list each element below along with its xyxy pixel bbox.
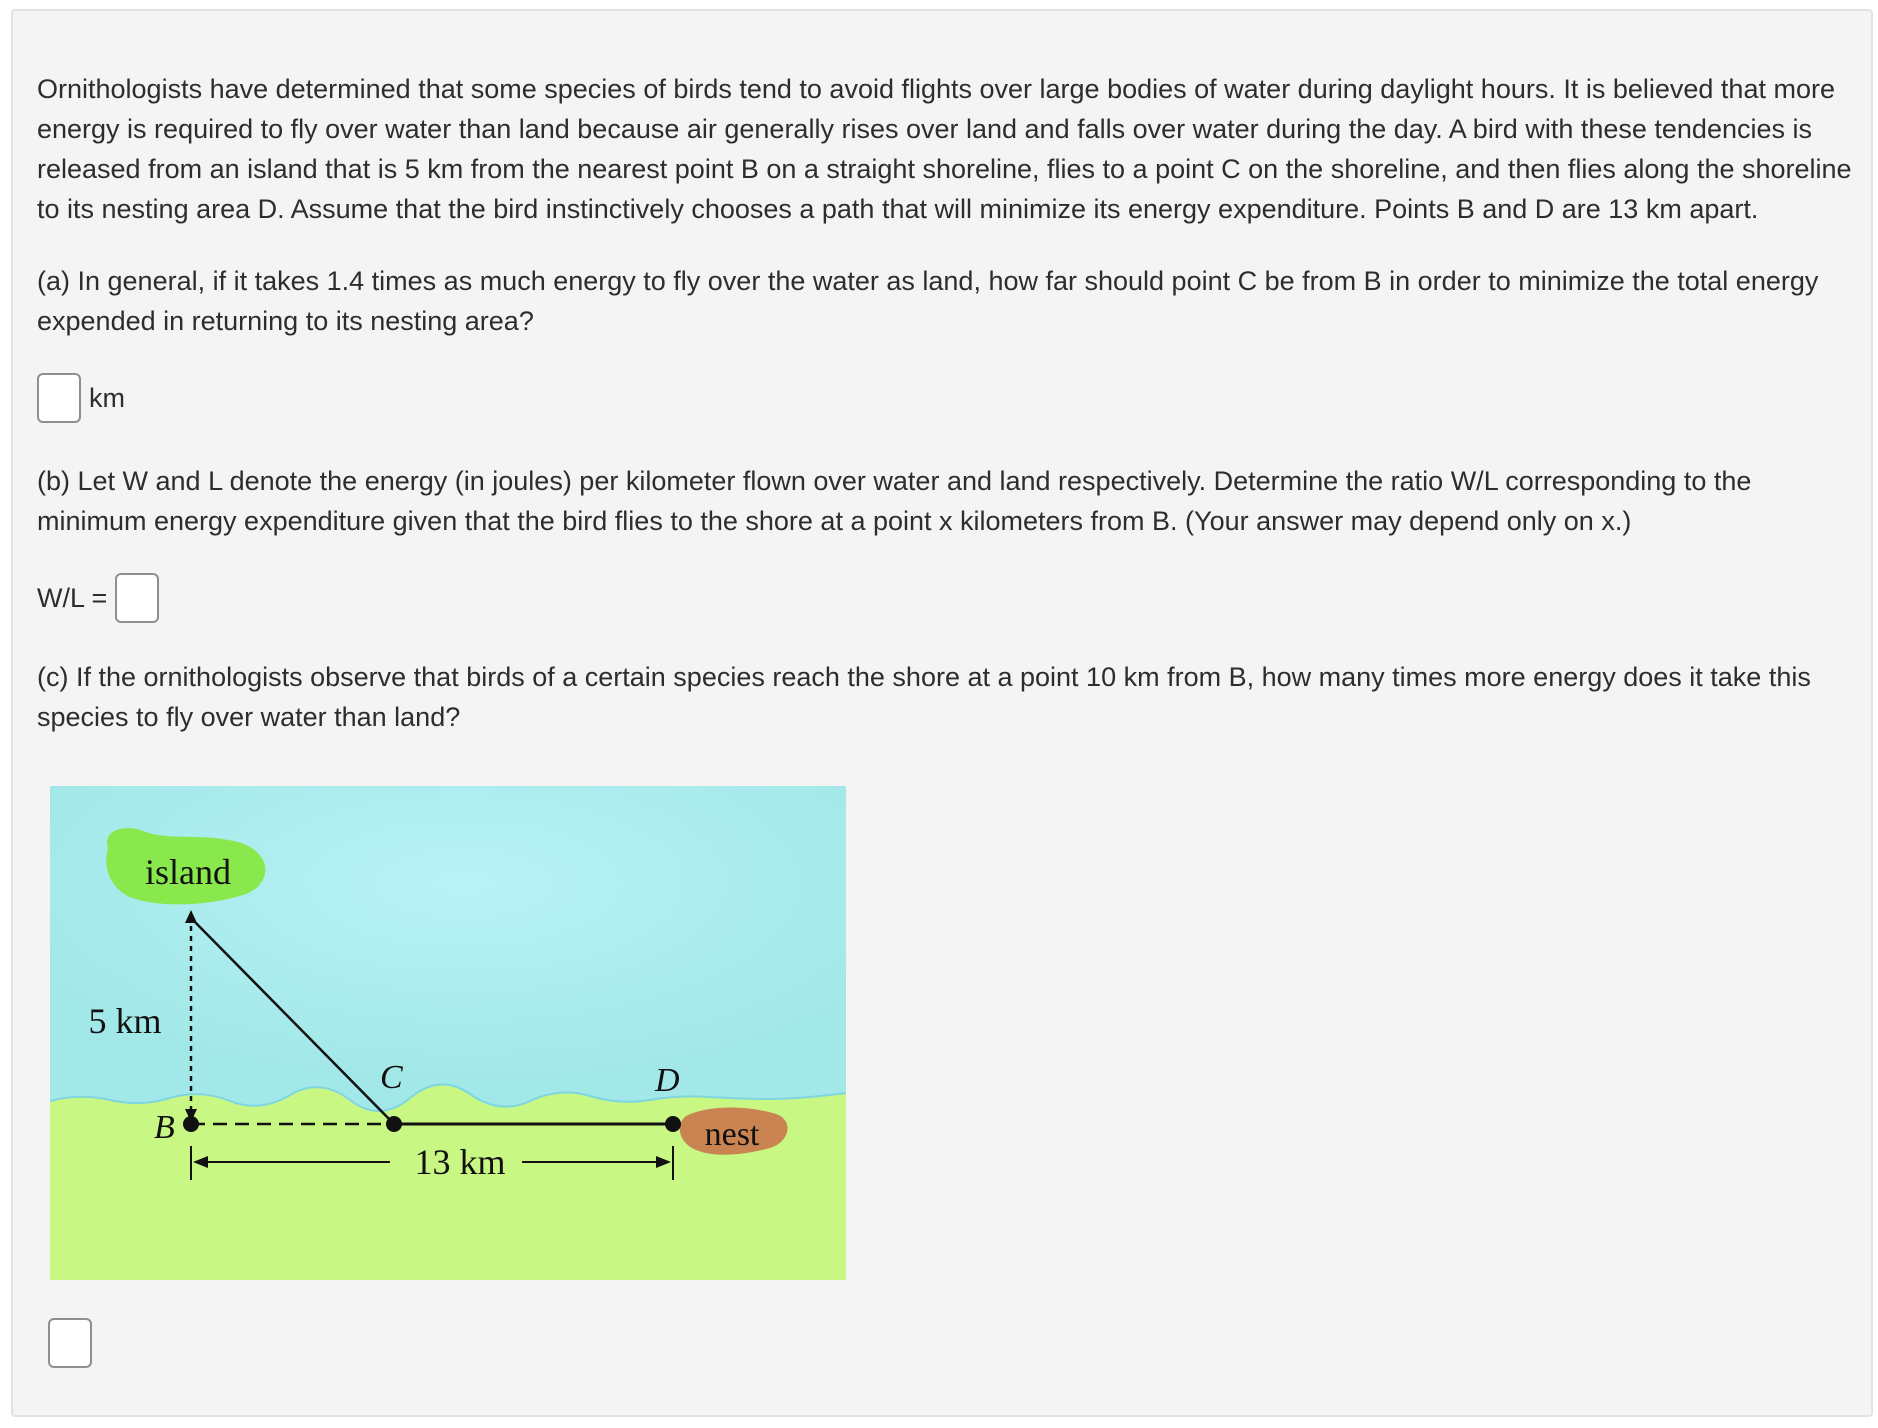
water-area [50,786,846,1111]
part-a-question: (a) In general, if it takes 1.4 times as much energy to fly over the water as land, how far should point C be from B in order to minimize the total energy expended in returning to its nesting area? [37,266,1819,336]
point-c-dot [386,1116,402,1132]
part-a-answer-row [37,373,1855,423]
part-b-question: (b) Let W and L denote the energy (in joules) per kilometer flown over water and land respectively. Determine the ratio W/L corresponding to the minimum energy expenditure given that the bird flies to the shore at a point x kilometers from B. (Your answer may depend only on x.) [37,466,1752,536]
part-a-unit: km [89,382,125,413]
problem-intro: Ornithologists have determined that some species of birds tend to avoid flights over large bodies of water during daylight hours. It is believed that more energy is required to fly over water than land because air generally rises over land and falls over water during the day. A bird with these tendencies is released from an island that is 5 km from the nearest point B on a straight shoreline, flies to a point C on the shoreline, and then flies along the shoreline to its nesting area D. Assume that the bird instinctively chooses a path that will minimize its energy expenditure. Points B and D are 13 km apart. [37,74,1852,224]
problem-content [37,69,1855,737]
distance-5km-label: 5 km [88,1001,162,1041]
part-b-answer-input[interactable] [115,573,159,623]
point-b-dot [183,1116,199,1132]
point-d-label: D [655,1062,680,1099]
point-c-label: C [380,1059,403,1096]
part-c-answer-row [48,1318,92,1368]
part-c-question: (c) If the ornithologists observe that birds of a certain species reach the shore at a point 10 km from B, how many times more energy does it take this species to fly over water than land? [37,662,1811,732]
nest-label: nest [704,1116,760,1153]
part-a-answer-input[interactable] [37,373,81,423]
shoreline-diagram [50,786,846,1280]
point-d-dot [665,1116,681,1132]
part-b-label: W/L = [37,582,108,613]
distance-13km-label: 13 km [414,1142,506,1182]
point-b-label: B [154,1109,175,1146]
island-label: island [145,852,231,892]
part-c-answer-input[interactable] [48,1318,92,1368]
part-b-answer-row [37,573,1855,623]
problem-card [11,9,1873,1417]
